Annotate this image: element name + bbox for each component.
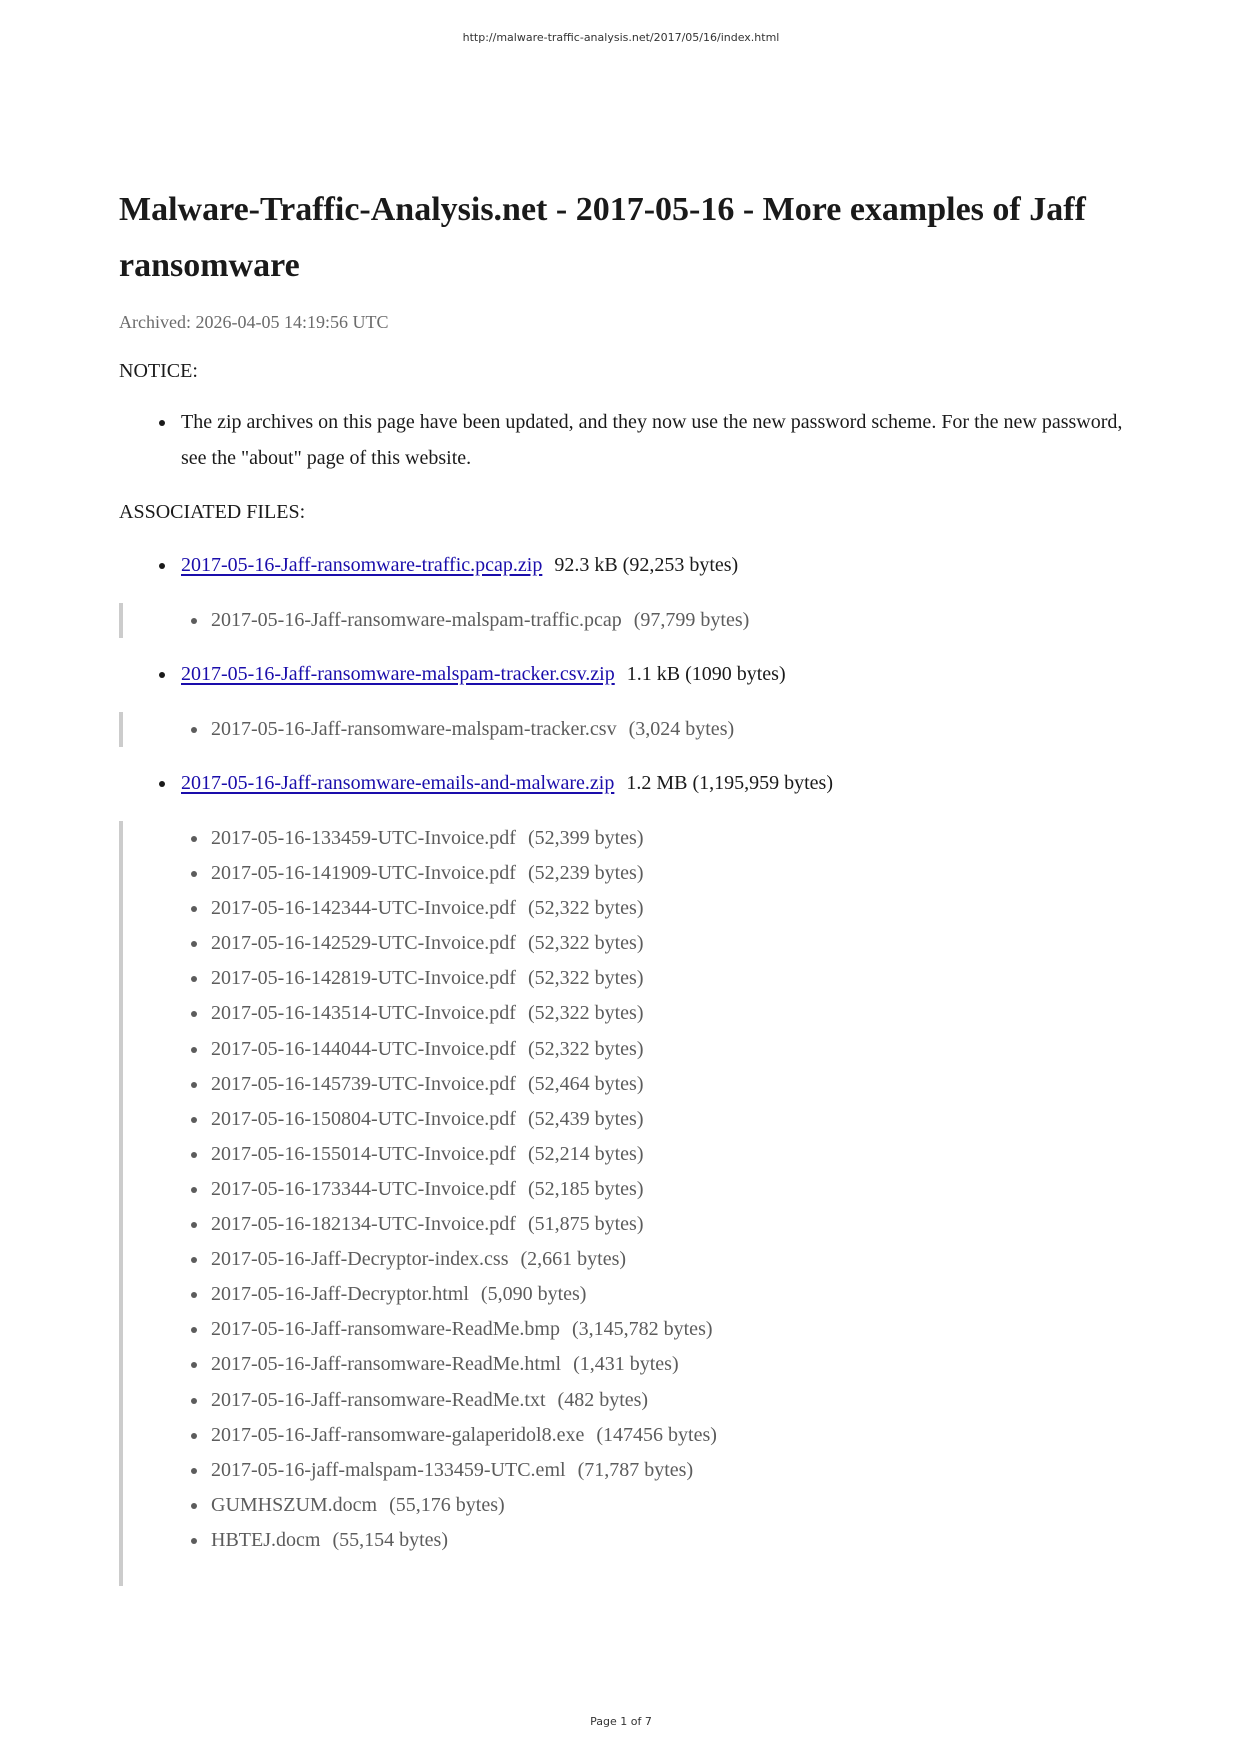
content-size: (52,239 bytes)	[527, 862, 644, 885]
content-size: (55,176 bytes)	[389, 1493, 505, 1516]
content-filename: 2017-05-16-Jaff-ransomware-ReadMe.html	[211, 1353, 562, 1376]
content-filename: 2017-05-16-Jaff-ransomware-ReadMe.txt	[211, 1388, 546, 1411]
list-item	[123, 1207, 1129, 1242]
file-size: 92.3 kB (92,253 bytes)	[554, 554, 739, 576]
content-size: (51,875 bytes)	[527, 1213, 644, 1236]
content-size: (2,661 bytes)	[520, 1248, 627, 1271]
list-item	[123, 996, 1129, 1031]
list-item	[123, 1277, 1129, 1312]
associated-files-list	[119, 547, 1129, 583]
associated-files-list	[119, 765, 1129, 801]
content-size: (55,154 bytes)	[332, 1528, 448, 1551]
tracker-csv-zip-link[interactable]: 2017-05-16-Jaff-ransomware-malspam-tracker.csv.zip	[181, 663, 615, 685]
content-filename: GUMHSZUM.docm	[211, 1493, 378, 1516]
content-size: (52,322 bytes)	[527, 932, 644, 955]
content-size: (5,090 bytes)	[480, 1283, 587, 1306]
list-item	[123, 1032, 1129, 1067]
content-filename: 2017-05-16-145739-UTC-Invoice.pdf	[211, 1072, 516, 1095]
content-filename: 2017-05-16-142819-UTC-Invoice.pdf	[211, 967, 516, 990]
list-item	[123, 1312, 1129, 1347]
content-filename: HBTEJ.docm	[211, 1528, 321, 1551]
traffic-pcap-zip-link[interactable]: 2017-05-16-Jaff-ransomware-traffic.pcap.zip	[181, 554, 543, 576]
content-filename: 2017-05-16-182134-UTC-Invoice.pdf	[211, 1213, 516, 1236]
content-size: (52,464 bytes)	[527, 1072, 644, 1095]
tracker-csv-contents	[119, 712, 1129, 747]
list-item	[123, 1067, 1129, 1102]
content-size: (97,799 bytes)	[633, 609, 750, 631]
content-size: (52,322 bytes)	[527, 1037, 644, 1060]
content-size: (52,185 bytes)	[527, 1177, 644, 1200]
content-filename: 2017-05-16-142344-UTC-Invoice.pdf	[211, 897, 516, 920]
list-item	[123, 1137, 1129, 1172]
list-item	[123, 603, 1129, 638]
page-number: Page 1 of 7	[590, 1715, 652, 1728]
content-filename: 2017-05-16-Jaff-Decryptor-index.css	[211, 1248, 509, 1271]
file-group-3	[119, 765, 1129, 801]
content-filename: 2017-05-16-150804-UTC-Invoice.pdf	[211, 1107, 516, 1130]
content-filename: 2017-05-16-Jaff-ransomware-ReadMe.bmp	[211, 1318, 560, 1341]
document-content	[119, 191, 1129, 1586]
content-filename: 2017-05-16-173344-UTC-Invoice.pdf	[211, 1177, 516, 1200]
content-size: (3,024 bytes)	[628, 718, 735, 740]
list-item	[123, 961, 1129, 996]
archived-timestamp: Archived: 2026-04-05 14:19:56 UTC	[119, 312, 389, 332]
traffic-pcap-contents	[119, 603, 1129, 638]
content-size: (52,439 bytes)	[527, 1107, 644, 1130]
content-filename: 2017-05-16-jaff-malspam-133459-UTC.eml	[211, 1458, 566, 1481]
list-item	[123, 1242, 1129, 1277]
file-group-1	[119, 547, 1129, 583]
list-item	[123, 1383, 1129, 1418]
emails-and-malware-contents	[119, 821, 1129, 1586]
malware-contents-list	[123, 821, 1129, 1558]
list-item	[123, 1488, 1129, 1523]
content-size: (482 bytes)	[557, 1388, 649, 1411]
content-size: (52,322 bytes)	[527, 1002, 644, 1025]
content-filename: 2017-05-16-143514-UTC-Invoice.pdf	[211, 1002, 516, 1025]
list-item	[123, 856, 1129, 891]
print-url-header: http://malware-traffic-analysis.net/2017/05/16/index.html	[462, 31, 780, 44]
content-size: (1,431 bytes)	[573, 1353, 679, 1376]
emails-and-malware-zip-link[interactable]: 2017-05-16-Jaff-ransomware-emails-and-malware.zip	[181, 772, 615, 794]
content-filename: 2017-05-16-141909-UTC-Invoice.pdf	[211, 862, 516, 885]
file-group-2	[119, 656, 1129, 692]
content-size: (52,322 bytes)	[527, 967, 644, 990]
list-item	[123, 1453, 1129, 1488]
file-size: 1.1 kB (1090 bytes)	[626, 663, 786, 685]
list-item	[123, 1347, 1129, 1382]
notice-list	[119, 404, 1129, 476]
content-filename: 2017-05-16-144044-UTC-Invoice.pdf	[211, 1037, 516, 1060]
content-size: (3,145,782 bytes)	[571, 1318, 713, 1341]
list-item	[123, 891, 1129, 926]
notice-item: The zip archives on this page have been updated, and they now use the new password scheme. For the new password, see the "about" page of this website.	[119, 404, 1129, 476]
content-filename: 2017-05-16-Jaff-Decryptor.html	[211, 1283, 469, 1306]
content-size: (52,399 bytes)	[527, 827, 644, 849]
content-size: (71,787 bytes)	[577, 1458, 694, 1481]
list-item	[123, 1102, 1129, 1137]
list-item	[123, 712, 1129, 747]
content-size: (147456 bytes)	[596, 1423, 717, 1446]
associated-files-list	[119, 656, 1129, 692]
list-item	[123, 821, 1129, 856]
content-size: (52,322 bytes)	[527, 897, 644, 920]
file-size: 1.2 MB (1,195,959 bytes)	[626, 772, 834, 794]
content-filename: 2017-05-16-Jaff-ransomware-malspam-traffic.pcap	[211, 609, 622, 631]
list-item	[123, 1418, 1129, 1453]
page-title: Malware-Traffic-Analysis.net - 2017-05-16 - More examples of Jaff ransomware	[119, 191, 1086, 284]
associated-files-label: ASSOCIATED FILES:	[119, 501, 306, 523]
notice-label: NOTICE:	[119, 360, 198, 382]
content-filename: 2017-05-16-155014-UTC-Invoice.pdf	[211, 1142, 516, 1165]
content-filename: 2017-05-16-133459-UTC-Invoice.pdf	[211, 827, 516, 849]
content-size: (52,214 bytes)	[527, 1142, 644, 1165]
content-filename: 2017-05-16-142529-UTC-Invoice.pdf	[211, 932, 516, 955]
content-filename: 2017-05-16-Jaff-ransomware-malspam-tracker.csv	[211, 718, 617, 740]
list-item	[123, 1172, 1129, 1207]
list-item	[123, 1523, 1129, 1558]
list-item	[123, 926, 1129, 961]
content-filename: 2017-05-16-Jaff-ransomware-galaperidol8.exe	[211, 1423, 585, 1446]
